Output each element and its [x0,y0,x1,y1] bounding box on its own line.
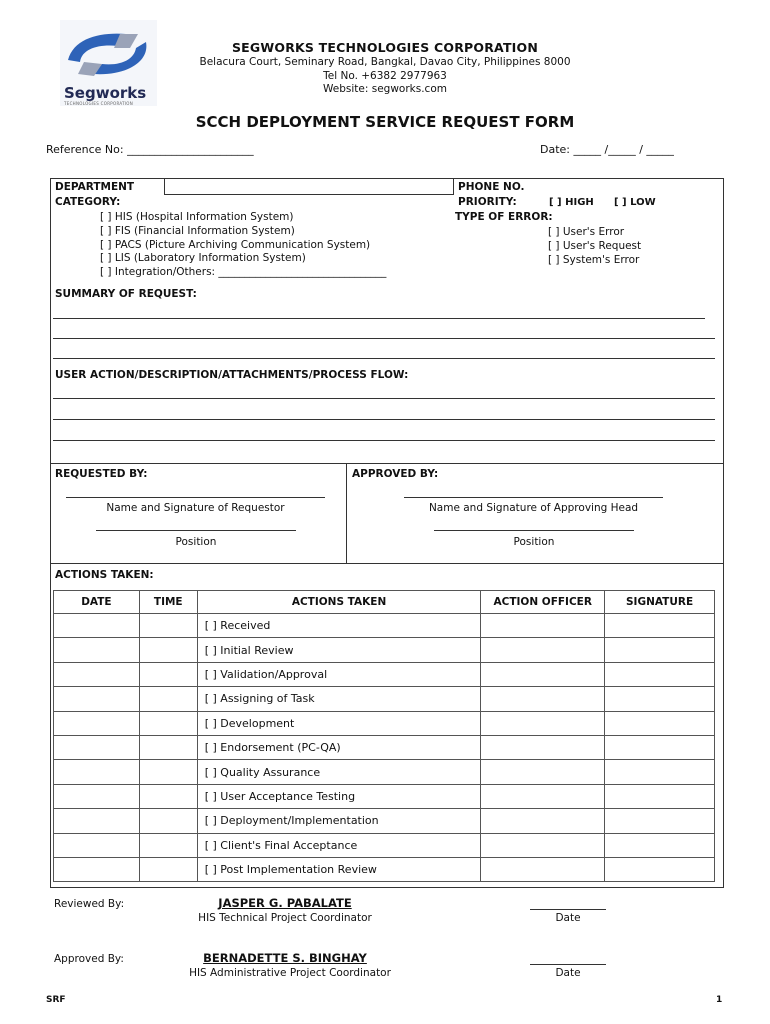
approved-by-final-label: Approved By: [54,953,124,965]
approver-position-caption: Position [513,536,555,548]
signatures-divider [346,464,347,564]
error-type-label: TYPE OF ERROR: [455,211,553,223]
summary-line-1[interactable] [53,318,705,319]
officer-cell[interactable] [481,662,605,686]
signature-cell[interactable] [605,662,715,686]
requested-by-label: REQUESTED BY: [55,468,148,480]
date-cell[interactable] [54,638,140,662]
time-cell[interactable] [139,857,197,881]
user-action-line-2[interactable] [53,419,715,420]
signature-cell[interactable] [605,784,715,808]
logo-subtext: TECHNOLOGIES CORPORATION [64,101,134,106]
date-blank: _____ /_____ / _____ [573,143,674,156]
action-deployment[interactable]: [ ] Deployment/Implementation [197,809,481,833]
officer-cell[interactable] [481,833,605,857]
col-date: DATE [54,591,140,614]
signature-cell[interactable] [605,711,715,735]
actions-table-header [54,591,715,614]
category-his[interactable]: [ ] HIS (Hospital Information System) [100,211,294,223]
priority-low[interactable]: [ ] LOW [614,197,656,208]
officer-cell[interactable] [481,784,605,808]
table-row [54,809,715,833]
action-initial-review[interactable]: [ ] Initial Review [197,638,481,662]
reviewed-by-label: Reviewed By: [54,898,125,910]
category-label: CATEGORY: [55,196,121,208]
table-row [54,711,715,735]
date-cell[interactable] [54,662,140,686]
reviewer-name: JASPER G. PABALATE [218,896,352,910]
page-number: 1 [716,995,723,1005]
officer-cell[interactable] [481,614,605,638]
requestor-signature-line[interactable] [66,497,325,498]
officer-cell[interactable] [481,809,605,833]
category-pacs[interactable]: [ ] PACS (Picture Archiving Communication System) [100,238,371,251]
signature-cell[interactable] [605,809,715,833]
date-cell[interactable] [54,784,140,808]
date-cell[interactable] [54,857,140,881]
phone-label: PHONE NO. [458,181,525,193]
col-time: TIME [139,591,197,614]
table-row [54,735,715,759]
officer-cell[interactable] [481,638,605,662]
actions-taken-label: ACTIONS TAKEN: [55,569,154,581]
approver-name: BERNADETTE S. BINGHAY [203,951,367,965]
time-cell[interactable] [139,614,197,638]
approver-title: HIS Administrative Project Coordinator [189,967,391,979]
category-list [100,211,386,280]
date-label: Date: [540,143,570,156]
signature-cell[interactable] [605,614,715,638]
table-row [54,662,715,686]
time-cell[interactable] [139,760,197,784]
approver-date-caption: Date [555,967,581,979]
form-title: SCCH DEPLOYMENT SERVICE REQUEST FORM [195,113,575,131]
error-users-error[interactable]: [ ] User's Error [548,226,625,238]
table-row [54,784,715,808]
approver-signature-line[interactable] [404,497,663,498]
table-row [54,614,715,638]
reviewer-date-line[interactable] [530,909,606,910]
table-row [54,638,715,662]
date-cell[interactable] [54,833,140,857]
priority-high[interactable]: [ ] HIGH [549,197,594,208]
date-cell[interactable] [54,735,140,759]
company-address: Belacura Court, Seminary Road, Bangkal, Davao City, Philippines 8000 [199,56,571,68]
reference-label: Reference No: [46,143,124,156]
officer-cell[interactable] [481,760,605,784]
requestor-position-line[interactable] [96,530,296,531]
time-cell[interactable] [139,711,197,735]
user-action-line-3[interactable] [53,440,715,441]
error-type-list [548,226,641,267]
category-others[interactable]: [ ] Integration/Others: ________________________________ [100,266,387,279]
table-row [54,857,715,881]
date-cell[interactable] [54,614,140,638]
time-cell[interactable] [139,638,197,662]
requestor-signature-caption: Name and Signature of Requestor [106,502,285,514]
time-cell[interactable] [139,784,197,808]
company-logo [60,20,157,106]
requestor-position-caption: Position [175,536,217,548]
time-cell[interactable] [139,662,197,686]
reviewer-date-caption: Date [555,912,581,924]
action-endorsement[interactable]: [ ] Endorsement (PC-QA) [197,735,481,759]
col-actions: ACTIONS TAKEN [197,591,481,614]
date-cell[interactable] [54,687,140,711]
signature-cell[interactable] [605,760,715,784]
time-cell[interactable] [139,833,197,857]
action-post-implementation[interactable]: [ ] Post Implementation Review [197,857,481,881]
category-fis[interactable]: [ ] FIS (Financial Information System) [100,224,295,237]
summary-line-3[interactable] [53,358,715,359]
signature-cell[interactable] [605,857,715,881]
user-action-label: USER ACTION/DESCRIPTION/ATTACHMENTS/PROCESS FLOW: [55,369,409,381]
signature-cell[interactable] [605,735,715,759]
approved-by-label: APPROVED BY: [352,468,439,480]
signature-cell[interactable] [605,638,715,662]
action-uat[interactable]: [ ] User Acceptance Testing [197,784,481,808]
reviewer-title: HIS Technical Project Coordinator [198,912,372,924]
signature-cell[interactable] [605,687,715,711]
summary-label: SUMMARY OF REQUEST: [55,288,197,300]
table-row [54,760,715,784]
summary-line-2[interactable] [53,338,715,339]
priority-label: PRIORITY: [458,196,517,208]
officer-cell[interactable] [481,711,605,735]
date-cell[interactable] [54,760,140,784]
approver-position-line[interactable] [434,530,634,531]
table-row [54,687,715,711]
date-field[interactable] [540,143,674,156]
company-website: Website: segworks.com [323,83,447,95]
time-cell[interactable] [139,809,197,833]
action-validation[interactable]: [ ] Validation/Approval [197,662,481,686]
officer-cell[interactable] [481,735,605,759]
time-cell[interactable] [139,735,197,759]
action-received[interactable]: [ ] Received [197,614,481,638]
action-client-acceptance[interactable]: [ ] Client's Final Acceptance [197,833,481,857]
date-cell[interactable] [54,711,140,735]
reference-field[interactable] [46,143,254,156]
company-name: SEGWORKS TECHNOLOGIES CORPORATION [231,40,539,55]
error-system-error[interactable]: [ ] System's Error [548,253,640,266]
logo-text: Segworks [64,84,147,102]
time-cell[interactable] [139,687,197,711]
signature-cell[interactable] [605,833,715,857]
category-lis[interactable]: [ ] LIS (Laboratory Information System) [100,252,306,265]
date-cell[interactable] [54,809,140,833]
department-label: DEPARTMENT [55,181,135,193]
actions-table [53,590,715,882]
col-officer: ACTION OFFICER [481,591,605,614]
officer-cell[interactable] [481,687,605,711]
table-row [54,833,715,857]
department-input[interactable] [164,178,454,195]
officer-cell[interactable] [481,857,605,881]
user-action-line-1[interactable] [53,398,715,399]
reference-blank: _______________________ [127,143,254,156]
error-users-request[interactable]: [ ] User's Request [548,239,642,252]
footer-code: SRF [46,995,66,1005]
action-assigning[interactable]: [ ] Assigning of Task [197,687,481,711]
action-qa[interactable]: [ ] Quality Assurance [197,760,481,784]
col-signature: SIGNATURE [605,591,715,614]
company-tel: Tel No. +6382 2977963 [323,69,447,82]
approver-date-line[interactable] [530,964,606,965]
approver-signature-caption: Name and Signature of Approving Head [428,502,639,514]
company-contact [160,56,610,97]
action-development[interactable]: [ ] Development [197,711,481,735]
